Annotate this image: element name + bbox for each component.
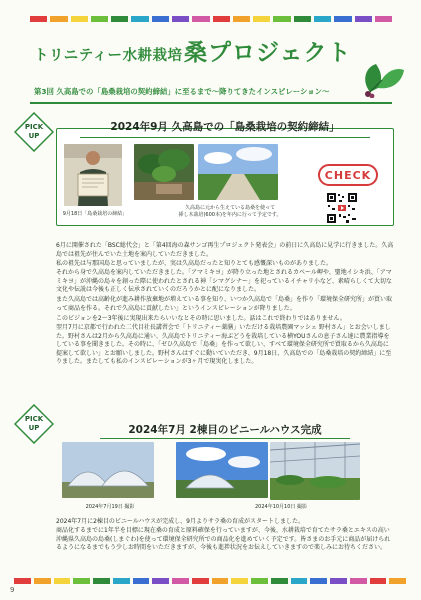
pick-up-text-1: PICK <box>24 123 44 131</box>
section1-paragraph-4: また久高島では高齢化が進み耕作放棄地が増えている事を知り、いつか久高島で「島桑」を作り「環境保全研究所」が買い取って商品を作る。それで久高島に貢献したい」というインスピレーションが降りました。 <box>56 296 393 312</box>
pick-up-badge <box>14 112 54 152</box>
pick-up-text-2: UP <box>28 132 40 140</box>
section1-paragraph-1: 6月に開催された「BSC総代会」と「第4回海の森サンゴ再生プロジェクト発表会」の前日に久高島に見学に行きました。久高島では祖先が住んでいた土地を案内していただきました。 <box>56 242 394 258</box>
caption-island-photo-1: 久高島に元から生えている島桑を使って <box>184 205 275 211</box>
section2-paragraph-2: 商品化するまでに1年半を目標に現在桑の育成と原料確保を行っていますが、今後、水耕栽培で育てたサラ桑とエキスの高い沖縄県久高島の島桑(しまぐわ)を使って環境保全研究所での商品化を進めていく予定です。皆さまのお手元に商品が届けられるようになるまでもう少しお時間をいただきますが、今後も進捗状況をお伝えしていきますので楽しみにお待ちください。 <box>56 527 391 552</box>
section2-title-underline <box>100 438 350 439</box>
top-color-stripe <box>30 16 392 22</box>
section1-title: 2024年9月 久高島での「島桑栽培の契約締結」 <box>110 121 340 133</box>
bottom-color-stripe <box>14 578 406 584</box>
section1-paragraph-3: それから身で久高島を案内していただきました。「アマミキヨ」が降り立った地とされるカベール岬や、聖地イシキ浜、「アマミキヨ」が沖縄の島々を創った際に使われたとされる神「シマグシナー」を祀っているイチャリ小など、素晴らしくて大切な文化や伝説は今後も正しく伝承されていくのだろうかとに配になりました。 <box>56 269 392 294</box>
check-badge <box>318 164 378 186</box>
pick-up-text-1: PICK <box>24 415 44 423</box>
photo-kudaka-island-road <box>198 144 278 200</box>
photo-greenhouse-july <box>62 442 154 498</box>
photo-greenhouse-sky <box>176 442 268 498</box>
section1-paragraph-5: このビジョンを2〜3年後に実現出来たらいいなとその時に思いました。話はこれで終わりではありません。 <box>56 315 346 322</box>
section2-title: 2024年7月 2棟目のビニールハウス完成 <box>128 424 322 436</box>
page-subtitle: 第3回 久高島での「島桑栽培の契約締結」に至るまで〜降りてきたインスピレーション〜 <box>34 87 330 96</box>
section1-paragraph-6: 翌月7月に京都で行われた二代目社長講習会で「トリニティー薬膳」いただける栽培農園マッシェ 野村さん」とお会いしました。野村さんは2月から久高島に通い、久高島でトリニティー海ぶどうを栽培している横YOUさんの息子さん達に農業指導をしている事を聞きました。その時に、「ゼひ久高島で「島桑」を作って欲しい、すべて環境保全研究所で買取るから久高島に提案して欲しい」とお願いしました。野村さんはすぐに動いていただき、9月18日、久高島での「島桑栽培の契約締結」に至りました。またしても私のインスピレーションが3ヶ月で現実化しました。 <box>56 324 392 366</box>
qr-code-icon[interactable] <box>326 192 358 224</box>
header-divider <box>30 102 392 104</box>
caption-island-photo-2: 挿し木栽培(600本)を年内に行って予定です。 <box>178 212 282 218</box>
check-label: CHECK <box>324 169 372 182</box>
pick-up-badge <box>14 404 54 444</box>
photo-greenhouse-interior <box>270 442 360 500</box>
section1-title-underline <box>80 137 370 138</box>
section1-paragraph-2: 私の祖先は与那国島と思っていましたが、実は久高島だったと知りとても感慨深いものがありました。 <box>56 260 333 267</box>
caption-contract-photo: 9月18日「島桑栽培の締結」 <box>62 211 128 217</box>
photo-contract-signing <box>64 144 122 206</box>
pick-up-text-2: UP <box>28 424 40 432</box>
page-number: 9 <box>10 586 15 594</box>
brand-name: トリニティー水耕栽培 <box>34 48 183 64</box>
section2-paragraph-1: 2024年7月に2棟目のビニールハウスが完成し、9月よりサラ桑の育成がスタートしました。 <box>56 518 305 525</box>
caption-greenhouse-july: 2024年7月19日 撮影 <box>85 504 135 510</box>
caption-greenhouse-october: 2024年10月10日 撮影 <box>254 504 308 510</box>
photo-mulberry-plant <box>134 144 194 200</box>
mulberry-leaf-icon <box>360 56 406 98</box>
page-title: 桑プロジェクト <box>184 40 352 66</box>
